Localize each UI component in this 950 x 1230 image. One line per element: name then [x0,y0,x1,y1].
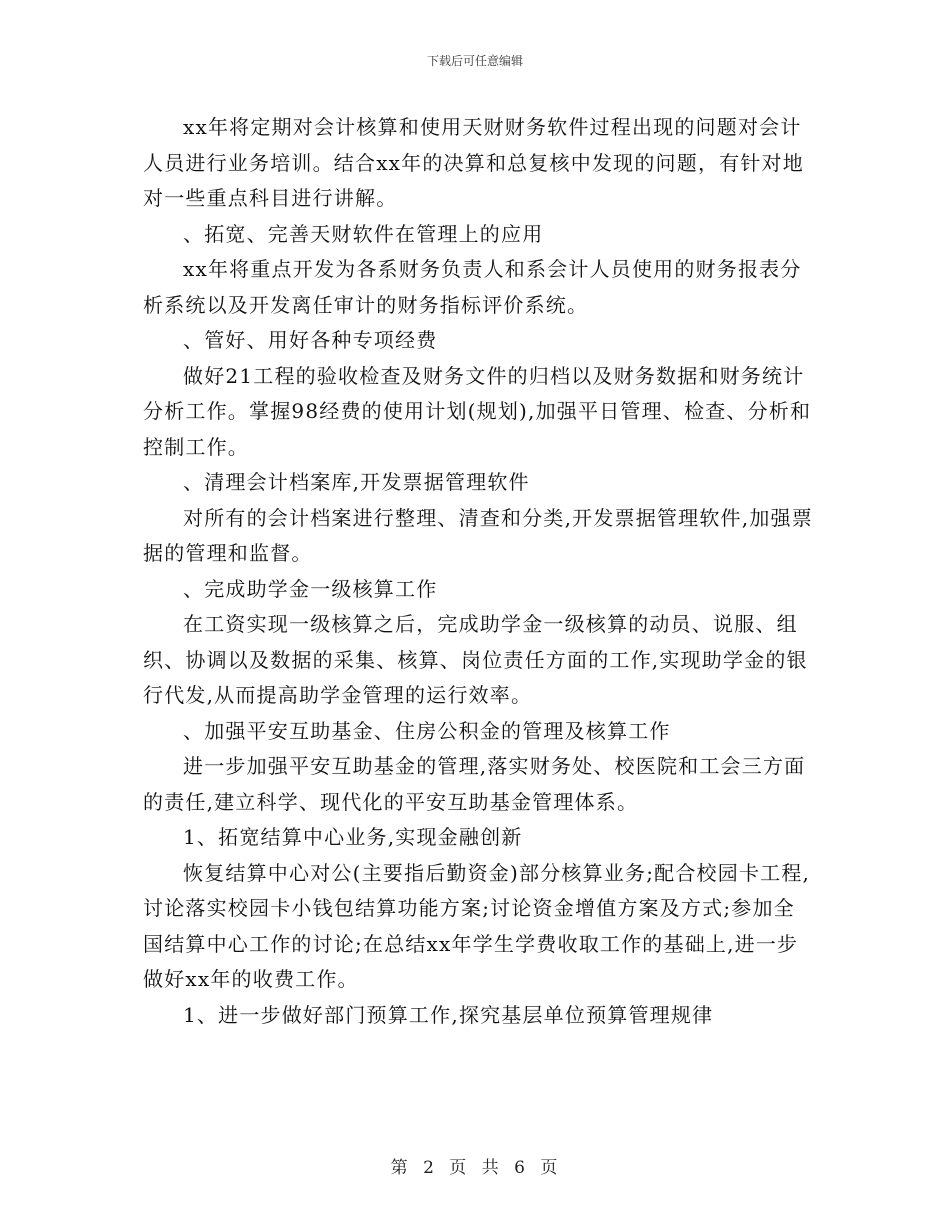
paragraph: 恢复结算中心对公(主要指后勤资金)部分核算业务;配合校园卡工程,讨论落实校园卡小钱包结算功能方案;讨论资金增值方案及方式;参加全国结算中心工作的讨论;在总结xx年学生学费收取工作的基础上,进一步做好xx年的收费工作。 [143,860,811,991]
paragraph: 做好21工程的验收检查及财务文件的归档以及财务数据和财务统计分析工作。掌握98经费的使用计划(规划),加强平日管理、检查、分析和控制工作。 [143,363,812,459]
section-heading: 、拓宽、完善天财软件在管理上的应用 [183,221,544,246]
page-header: 下载后可任意编辑 [426,54,523,68]
section-heading: 1、拓宽结算中心业务,实现金融创新 [183,825,523,849]
paragraph: 在工资实现一级核算之后，完成助学金一级核算的动员、说服、组织、协调以及数据的采集、核算、岗位责任方面的工作,实现助学金的银行代发,从而提高助学金管理的运行效率。 [143,612,808,707]
page-number: 第 2 页 共 6 页 [390,1158,560,1178]
document-body [143,110,813,1033]
section-heading: 1、进一步做好部门预算工作,探究基层单位预算管理规律 [183,1002,714,1027]
section-heading: 、清理会计档案库,开发票据管理软件 [183,470,530,494]
section-heading: 、完成助学金一级核算工作 [183,576,438,601]
paragraph: xx年将定期对会计核算和使用天财财务软件过程出现的问题对会计人员进行业务培训。结合xx年的决算和总复核中发现的问题，有针对地对一些重点科目进行讲解。 [143,115,804,210]
paragraph: 对所有的会计档案进行整理、清查和分类,开发票据管理软件,加强票据的管理和监督。 [143,505,813,565]
section-heading: 、加强平安互助基金、住房公积金的管理及核算工作 [183,718,671,743]
section-heading: 、管好、用好各种专项经费 [183,328,438,352]
paragraph: xx年将重点开发为各系财务负责人和系会计人员使用的财务报表分析系统以及开发离任审计的财务指标评价系统。 [143,257,802,317]
paragraph: 进一步加强平安互助基金的管理,落实财务处、校医院和工会三方面的责任,建立科学、现代化的平安互助基金管理体系。 [143,754,806,814]
